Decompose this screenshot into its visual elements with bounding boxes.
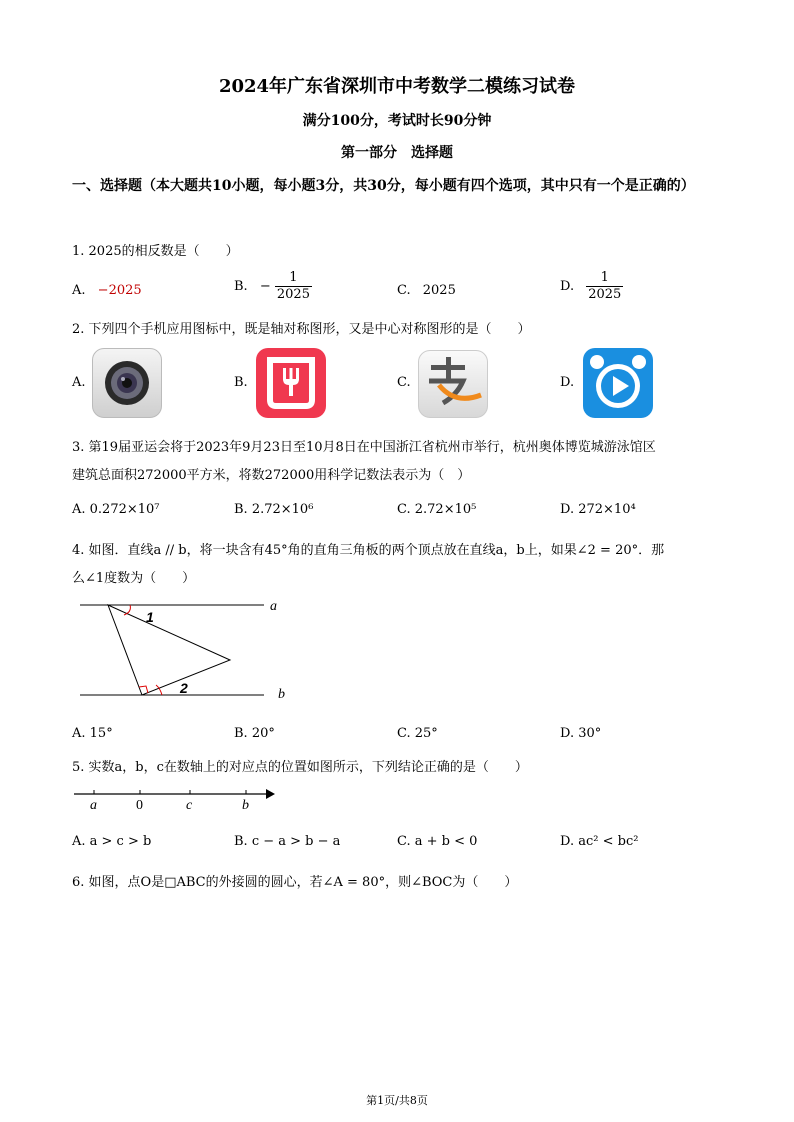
- question-4-line-2: 么∠1度数为（ ）: [72, 571, 196, 586]
- axis-arrow: [266, 789, 275, 799]
- denominator: 2025: [588, 287, 622, 302]
- q3-option-a[interactable]: A. 0.272×10⁷: [72, 502, 160, 517]
- exam-info: 满分100分，考试时长90分钟: [302, 113, 492, 129]
- fraction: [586, 270, 623, 303]
- axis-label-c: c: [186, 798, 193, 813]
- label-angle-2: 2: [180, 680, 188, 696]
- numerator: 1: [586, 270, 623, 287]
- label-angle-1: 1: [146, 609, 154, 625]
- question-4-line-1: 4. 如图．直线a // b，将一块含有45°角的直角三角板的两个顶点放在直线a，b上，如果∠2 = 20°．那: [72, 543, 665, 558]
- q4-option-d[interactable]: D. 30°: [560, 726, 602, 741]
- q5-option-c[interactable]: C. a + b < 0: [397, 834, 478, 849]
- q1-option-a[interactable]: [72, 283, 142, 298]
- question-3-line-2: 建筑总面积272000平方米，将数272000用科学记数法表示为（ ）: [72, 468, 471, 483]
- q4-option-c[interactable]: C. 25°: [397, 726, 438, 741]
- page-title: 2024年广东省深圳市中考数学二模练习试卷: [218, 76, 576, 97]
- fraction: [275, 270, 312, 303]
- section-heading: 一、选择题（本大题共10小题，每小题3分，共30分，每小题有四个选项，其中只有一个是正确的）: [72, 178, 695, 194]
- q1-option-c[interactable]: [397, 283, 456, 298]
- option-value: −2025: [97, 283, 142, 298]
- q3-option-d[interactable]: D. 272×10⁴: [560, 502, 636, 517]
- number-line-figure: [70, 784, 280, 814]
- triangle: [108, 605, 230, 695]
- label-b: b: [278, 687, 285, 702]
- question-1: 1. 2025的相反数是（ ）: [72, 244, 239, 259]
- q5-option-b[interactable]: B. c − a > b − a: [234, 834, 341, 849]
- q4-option-b[interactable]: B. 20°: [234, 726, 275, 741]
- option-label: B.: [234, 279, 248, 294]
- minus-sign: −: [259, 279, 271, 294]
- alipay-icon[interactable]: [418, 350, 488, 418]
- q5-option-d[interactable]: D. ac² < bc²: [560, 834, 639, 849]
- q5-option-a[interactable]: A. a > c > b: [72, 834, 152, 849]
- q2-option-a-label[interactable]: A.: [72, 375, 86, 390]
- angle-2-arc: [156, 685, 162, 695]
- axis-label-a: a: [90, 798, 97, 813]
- play-button-icon[interactable]: [583, 348, 653, 418]
- q3-option-c[interactable]: C. 2.72×10⁵: [397, 502, 477, 517]
- parallel-lines-triangle-figure: [72, 590, 312, 708]
- q2-option-b-label[interactable]: B.: [234, 375, 248, 390]
- question-2: 2. 下列四个手机应用图标中，既是轴对称图形，又是中心对称图形的是（ ）: [72, 322, 531, 337]
- label-a: a: [270, 599, 277, 614]
- q3-option-b[interactable]: B. 2.72×10⁶: [234, 502, 314, 517]
- q2-option-d-label[interactable]: D.: [560, 375, 575, 390]
- question-3-line-1: 3. 第19届亚运会将于2023年9月23日至10月8日在中国浙江省杭州市举行，杭州奥体博览城游泳馆区: [72, 440, 656, 455]
- question-5: 5. 实数a，b，c在数轴上的对应点的位置如图所示，下列结论正确的是（ ）: [72, 760, 528, 775]
- denominator: 2025: [276, 287, 310, 302]
- numerator: 1: [275, 270, 312, 287]
- question-6: 6. 如图，点O是□ABC的外接圆的圆心，若∠A = 80°，则∠BOC为（ ）: [72, 875, 518, 890]
- angle-1-arc: [124, 605, 130, 615]
- fork-app-icon[interactable]: [256, 348, 326, 418]
- option-label: D.: [560, 279, 575, 294]
- q1-option-d[interactable]: [560, 270, 623, 303]
- q4-option-a[interactable]: A. 15°: [72, 726, 113, 741]
- q1-option-b[interactable]: [234, 270, 312, 303]
- q2-option-c-label[interactable]: C.: [397, 375, 411, 390]
- camera-lens-icon[interactable]: [92, 348, 162, 418]
- part-heading: 第一部分 选择题: [341, 145, 453, 161]
- option-label: A.: [72, 283, 86, 298]
- axis-label-b: b: [242, 798, 249, 813]
- option-value: 2025: [422, 283, 456, 298]
- option-label: C.: [397, 283, 411, 298]
- page-number: 第1页/共8页: [366, 1094, 428, 1107]
- axis-label-0: 0: [136, 798, 143, 813]
